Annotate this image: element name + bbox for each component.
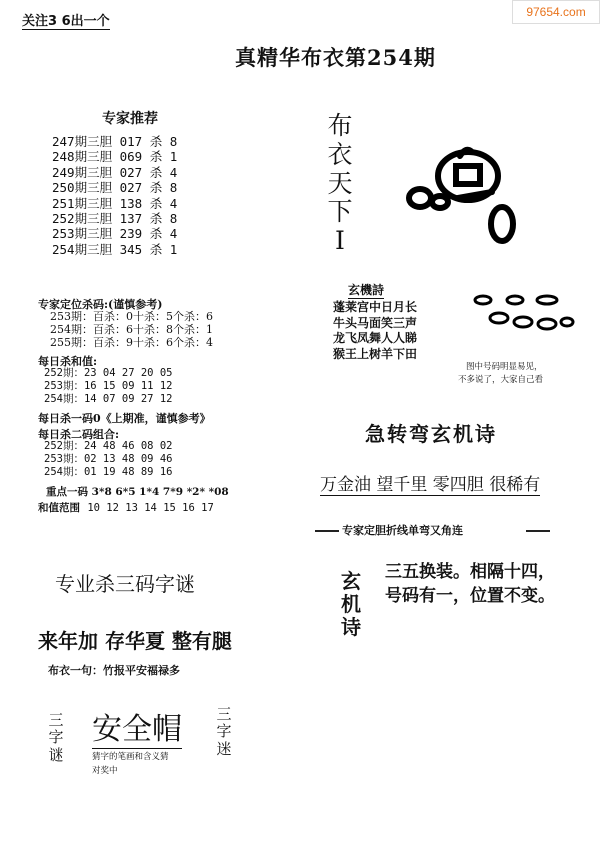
expert-row: 248期三胆 069 杀 1 [52, 149, 178, 165]
final-right: 三字迷 [216, 705, 232, 758]
key-group: 重点一码 3*8 6*5 1*4 7*9 *2* *08 [46, 486, 229, 498]
poem-box-heading: 玄機詩 [348, 283, 385, 297]
expert-row: 251期三胆 138 杀 4 [52, 195, 178, 211]
final-center: 安全帽 [92, 704, 182, 749]
coin-drawing [400, 128, 530, 248]
xuanji-poem-line: 号码有一，位置不变。 [385, 586, 555, 606]
position-kill-heading: 专家定位杀码:(谨慎参考) [38, 298, 163, 311]
sum-kill-row: 253期：16 15 09 11 12 [44, 380, 173, 393]
sum-kill-row: 254期：14 07 09 27 12 [44, 393, 173, 406]
final-note-line: 猜字的笔画和含义猜 [92, 752, 169, 762]
sum-range-label: 和值范围 [38, 502, 80, 514]
riddle-poem-title: 急转弯玄机诗 [365, 422, 497, 446]
figure-note-line: 图中号码明显易见， [466, 362, 543, 372]
line-note: 专家定胆折线单弯又角连 [342, 524, 463, 537]
riddle-words: 来年加 存华夏 整有腿 [38, 629, 232, 653]
xuanji-poem-line: 三五换装。相隔十四， [385, 562, 555, 582]
site-watermark: 97654.com [512, 0, 600, 24]
top-note: 关注3 6出一个 [22, 10, 110, 30]
expert-heading: 专家推荐 [102, 111, 158, 127]
sum-kill-rows [44, 367, 172, 407]
final-left: 三字谜 [48, 711, 64, 764]
sum-kill-row: 252期：23 04 27 20 05 [44, 367, 173, 379]
figure-note-line: 不多说了，大家自己看 [458, 375, 544, 385]
two-code-heading: 每日杀二码组合: [38, 428, 120, 441]
expert-row: 254期三胆 345 杀 1 [52, 241, 178, 257]
line-note-rule-right [526, 530, 550, 532]
poem-box-line: 猴王上树羊下田 [333, 346, 418, 361]
sum-range-values: 10 12 13 14 15 16 17 [87, 502, 214, 514]
final-note [92, 750, 169, 778]
figure-note [458, 361, 544, 387]
expert-row: 252期三胆 137 杀 8 [52, 210, 178, 226]
two-code-row: 253期：02 13 48 09 46 [44, 453, 173, 466]
expert-row: 250期三胆 027 杀 8 [52, 180, 178, 196]
expert-rows [52, 134, 177, 257]
riddle-heading: 专业杀三码字谜 [55, 572, 195, 596]
position-kill-row: 255期：百杀：9十杀：6个杀：4 [50, 336, 213, 350]
poem-box-line: 蓬莱宫中日月长 [333, 300, 418, 314]
page-title: 真精华布衣第254期 [235, 45, 436, 70]
position-kill-row: 253期：百杀：0十杀：5个杀：6 [50, 310, 213, 323]
expert-row: 247期三胆 017 杀 8 [52, 134, 178, 149]
coin-figure-small [465, 292, 575, 342]
position-kill-rows [50, 310, 213, 350]
riddle-poem-words: 万金油 望千里 零四胆 很稀有 [320, 470, 540, 496]
vertical-title: 布衣天下I [327, 111, 353, 255]
xuanji-poem [385, 560, 555, 608]
poem-box-lines [333, 300, 417, 362]
two-code-rows [44, 440, 172, 480]
sum-range [38, 500, 214, 515]
final-note-line: 对奖中 [92, 766, 118, 776]
line-note-rule-left [315, 530, 339, 532]
sum-kill-heading: 每日杀和值: [38, 355, 98, 368]
two-code-row: 254期：01 19 48 89 16 [44, 466, 173, 479]
poem-box-line: 牛头马面笑三声 [333, 315, 418, 330]
two-code-row: 252期：24 48 46 08 02 [44, 440, 173, 452]
position-kill-row: 254期：百杀：6十杀：8个杀：1 [50, 323, 213, 337]
riddle-sentence: 布衣一句：竹报平安福禄多 [48, 664, 180, 677]
expert-row: 253期三胆 239 杀 4 [52, 226, 178, 242]
one-code-heading: 每日杀一码0《上期准，谨慎参考》 [38, 412, 211, 425]
xuanji-label: 玄机诗 [341, 569, 361, 639]
expert-row: 249期三胆 027 杀 4 [52, 164, 178, 180]
poem-box-line: 龙飞凤舞人人睇 [333, 331, 418, 345]
